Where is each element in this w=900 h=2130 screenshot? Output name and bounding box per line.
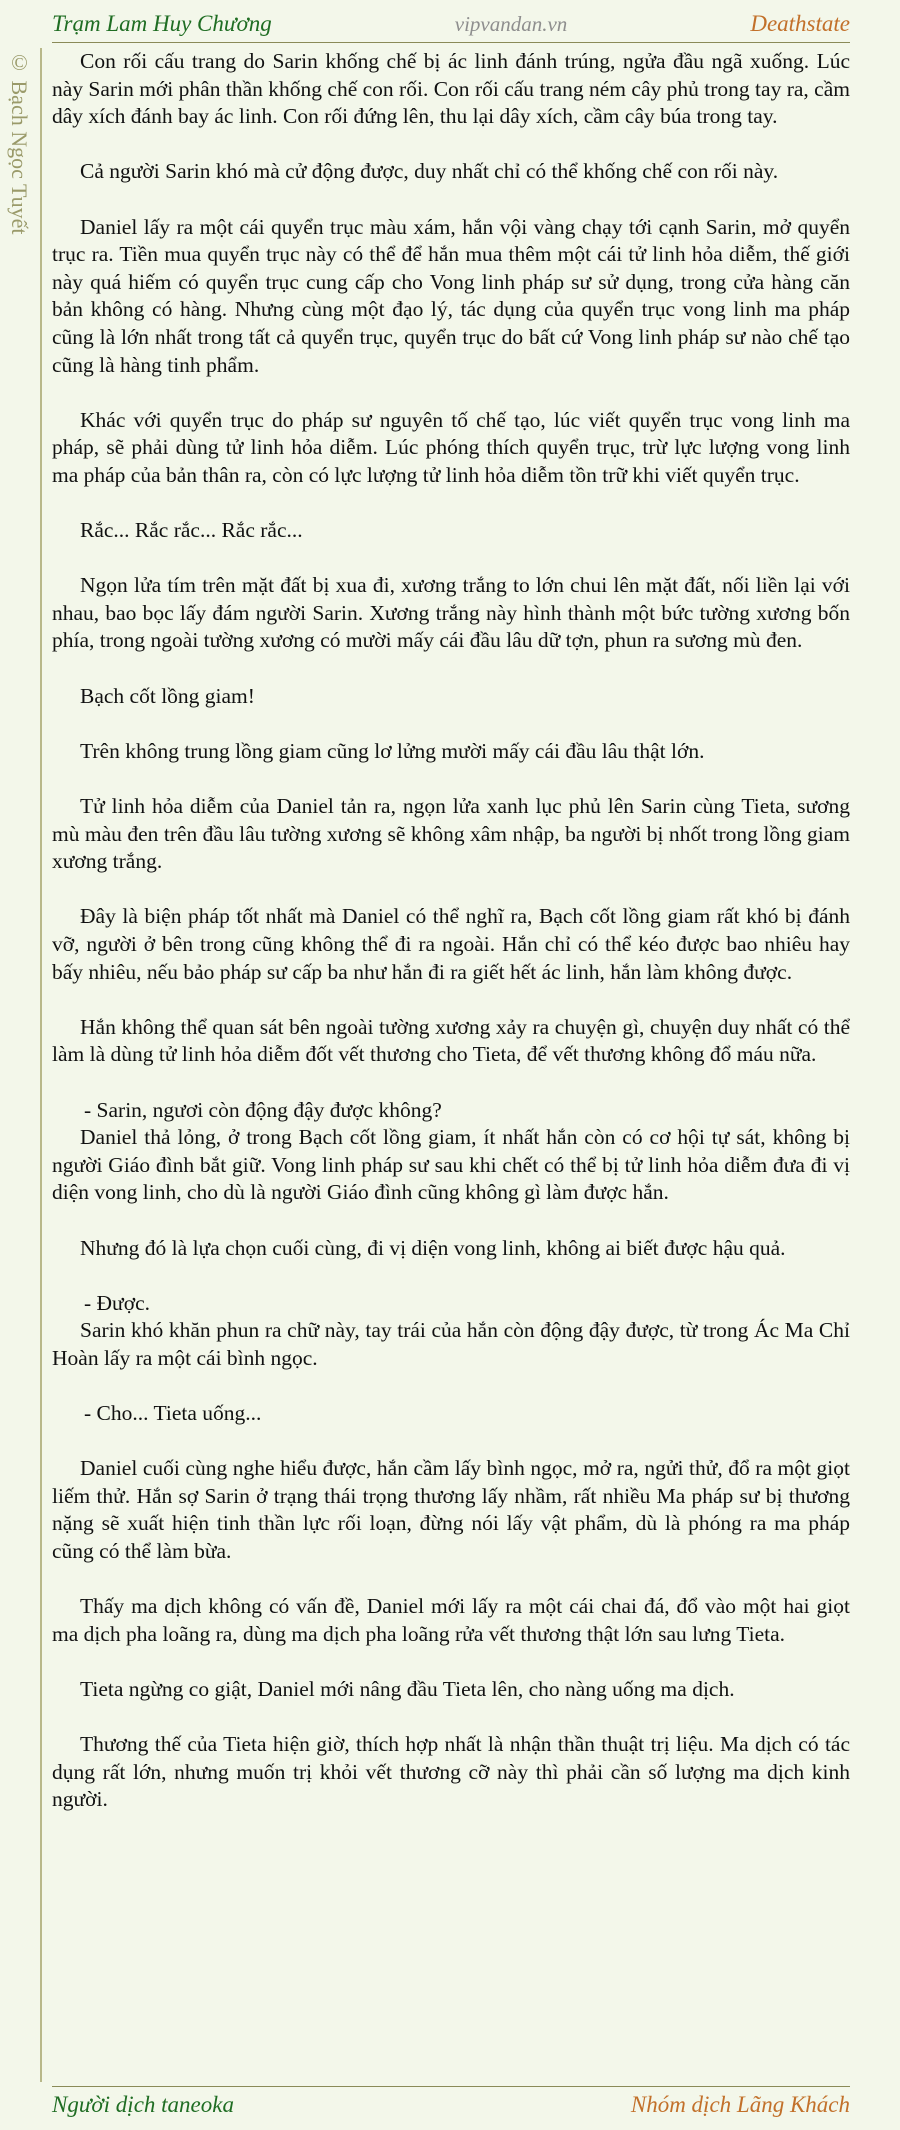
paragraph: Daniel thả lỏng, ở trong Bạch cốt lồng giam, ít nhất hắn còn có cơ hội tự sát, không bị người Giáo đình bắt giữ. Vong linh pháp sư sau khi chết có thể bị tử linh hỏa diễm đưa đi vị diện vong linh, cho dù là người Giáo đình cũng không gì làm được hắn.	[52, 1125, 850, 1205]
chapter-text	[52, 48, 850, 1842]
paragraph: Tieta ngừng co giật, Daniel mới nâng đầu Tieta lên, cho nàng uống ma dịch.	[80, 1677, 735, 1702]
paragraph: Rắc... Rắc rắc... Rắc rắc...	[80, 518, 303, 543]
translator-credit: Người dịch taneoka	[52, 2092, 234, 2117]
paragraph: Hắn không thể quan sát bên ngoài tường xương xảy ra chuyện gì, chuyện duy nhất có thể làm là dùng tử linh hỏa diễm đốt vết thương cho Tieta, để vết thương không đổ máu nữa.	[52, 1014, 850, 1067]
dialogue-line: - Được.	[84, 1290, 151, 1315]
group-credit: Nhóm dịch Lãng Khách	[630, 2092, 850, 2117]
paragraph: Con rối cấu trang do Sarin khống chế bị ác linh đánh trúng, ngửa đầu ngã xuống. Lúc này Sarin mới phân thần khống chế con rối. Con rối cấu trang ném cây phủ trong tay ra, cầm dây xích đánh bay ác linh. Con rối đứng lên, thu lại dây xích, cầm cây búa trong tay.	[52, 49, 850, 129]
paragraph: Tử linh hỏa diễm của Daniel tản ra, ngọn lửa xanh lục phủ lên Sarin cùng Tieta, sương mù màu đen trên đầu lâu tường xương sẽ không xâm nhập, ba người bị nhốt trong lồng giam xương trắng.	[52, 794, 850, 874]
paragraph: Cả người Sarin khó mà cử động được, duy nhất chỉ có thể khống chế con rối này.	[80, 159, 779, 184]
copyright-watermark: © Bạch Ngọc Tuyết	[7, 50, 32, 235]
dialogue-line: - Sarin, ngươi còn động đậy được không?	[84, 1097, 442, 1122]
page-footer	[52, 2086, 850, 2123]
paragraph: Sarin khó khăn phun ra chữ này, tay trái của hắn còn động đậy được, từ trong Ác Ma Chỉ Hoàn lấy ra một cái bình ngọc.	[52, 1318, 850, 1370]
paragraph: Thương thế của Tieta hiện giờ, thích hợp nhất là nhận thần thuật trị liệu. Ma dịch có tác dụng rất lớn, nhưng muốn trị khỏi vết thương cỡ này thì phải cần số lượng ma dịch kinh người.	[52, 1732, 850, 1812]
dialogue-line: - Cho... Tieta uống...	[84, 1401, 262, 1426]
book-title: Deathstate	[750, 11, 850, 36]
site-title: Trạm Lam Huy Chương	[52, 11, 272, 36]
paragraph: Ngọn lửa tím trên mặt đất bị xua đi, xương trắng to lớn chui lên mặt đất, nối liền lại với nhau, bao bọc lấy đám người Sarin. Xương trắng này hình thành một bức tường xương bốn phía, trong ngoài tường xương có mười mấy cái đầu lâu dữ tợn, phun ra sương mù đen.	[52, 573, 850, 653]
paragraph: Nhưng đó là lựa chọn cuối cùng, đi vị diện vong linh, không ai biết được hậu quả.	[80, 1235, 786, 1260]
site-url: vipvandan.vn	[454, 11, 568, 36]
paragraph: Daniel lấy ra một cái quyển trục màu xám, hắn vội vàng chạy tới cạnh Sarin, mở quyển trục ra. Tiền mua quyển trục này có thể để hắn mua thêm một cái tử linh hỏa diễm, thế giới này quá hiếm có quyển trục cung cấp cho Vong linh pháp sư sử dụng, trong cửa hàng căn bản không có hàng. Nhưng cùng một đạo lý, tác dụng của quyển trục vong linh ma pháp cũng là lớn nhất trong tất cả quyển trục, quyển trục do bất cứ Vong linh pháp sư nào chế tạo cũng là hàng tinh phẩm.	[52, 214, 850, 377]
paragraph: Thấy ma dịch không có vấn đề, Daniel mới lấy ra một cái chai đá, đổ vào một hai giọt ma dịch pha loãng ra, dùng ma dịch pha loãng rửa vết thương thật lớn sau lưng Tieta.	[52, 1594, 850, 1646]
paragraph: Daniel cuối cùng nghe hiểu được, hắn cầm lấy bình ngọc, mở ra, ngửi thử, đổ ra một giọt liếm thử. Hắn sợ Sarin ở trạng thái trọng thương lấy nhầm, rất nhiều Ma pháp sư bị thương nặng sẽ xuất hiện tinh thần lực rối loạn, đừng nói lấy vật phẩm, dù là phóng ra ma pháp cũng có thể làm bừa.	[52, 1456, 850, 1564]
paragraph: Khác với quyển trục do pháp sư nguyên tố chế tạo, lúc viết quyển trục vong linh ma pháp, sẽ phải dùng tử linh hỏa diễm. Lúc phóng thích quyển trục, trừ lực lượng vong linh ma pháp của bản thân ra, còn có lực lượng tử linh hỏa diễm tồn trữ khi viết quyển trục.	[52, 407, 850, 487]
paragraph: Bạch cốt lồng giam!	[80, 683, 255, 708]
margin-divider	[40, 48, 42, 2082]
paragraph: Đây là biện pháp tốt nhất mà Daniel có thể nghĩ ra, Bạch cốt lồng giam rất khó bị đánh vỡ, người ở bên trong cũng không thể đi ra ngoài. Hắn chỉ có thể kéo được bao nhiêu hay bấy nhiêu, nếu bảo pháp sư cấp ba như hắn đi ra giết hết ác linh, hắn làm không được.	[52, 904, 850, 984]
paragraph: Trên không trung lồng giam cũng lơ lửng mười mấy cái đầu lâu thật lớn.	[80, 738, 705, 763]
page-header	[52, 6, 850, 43]
